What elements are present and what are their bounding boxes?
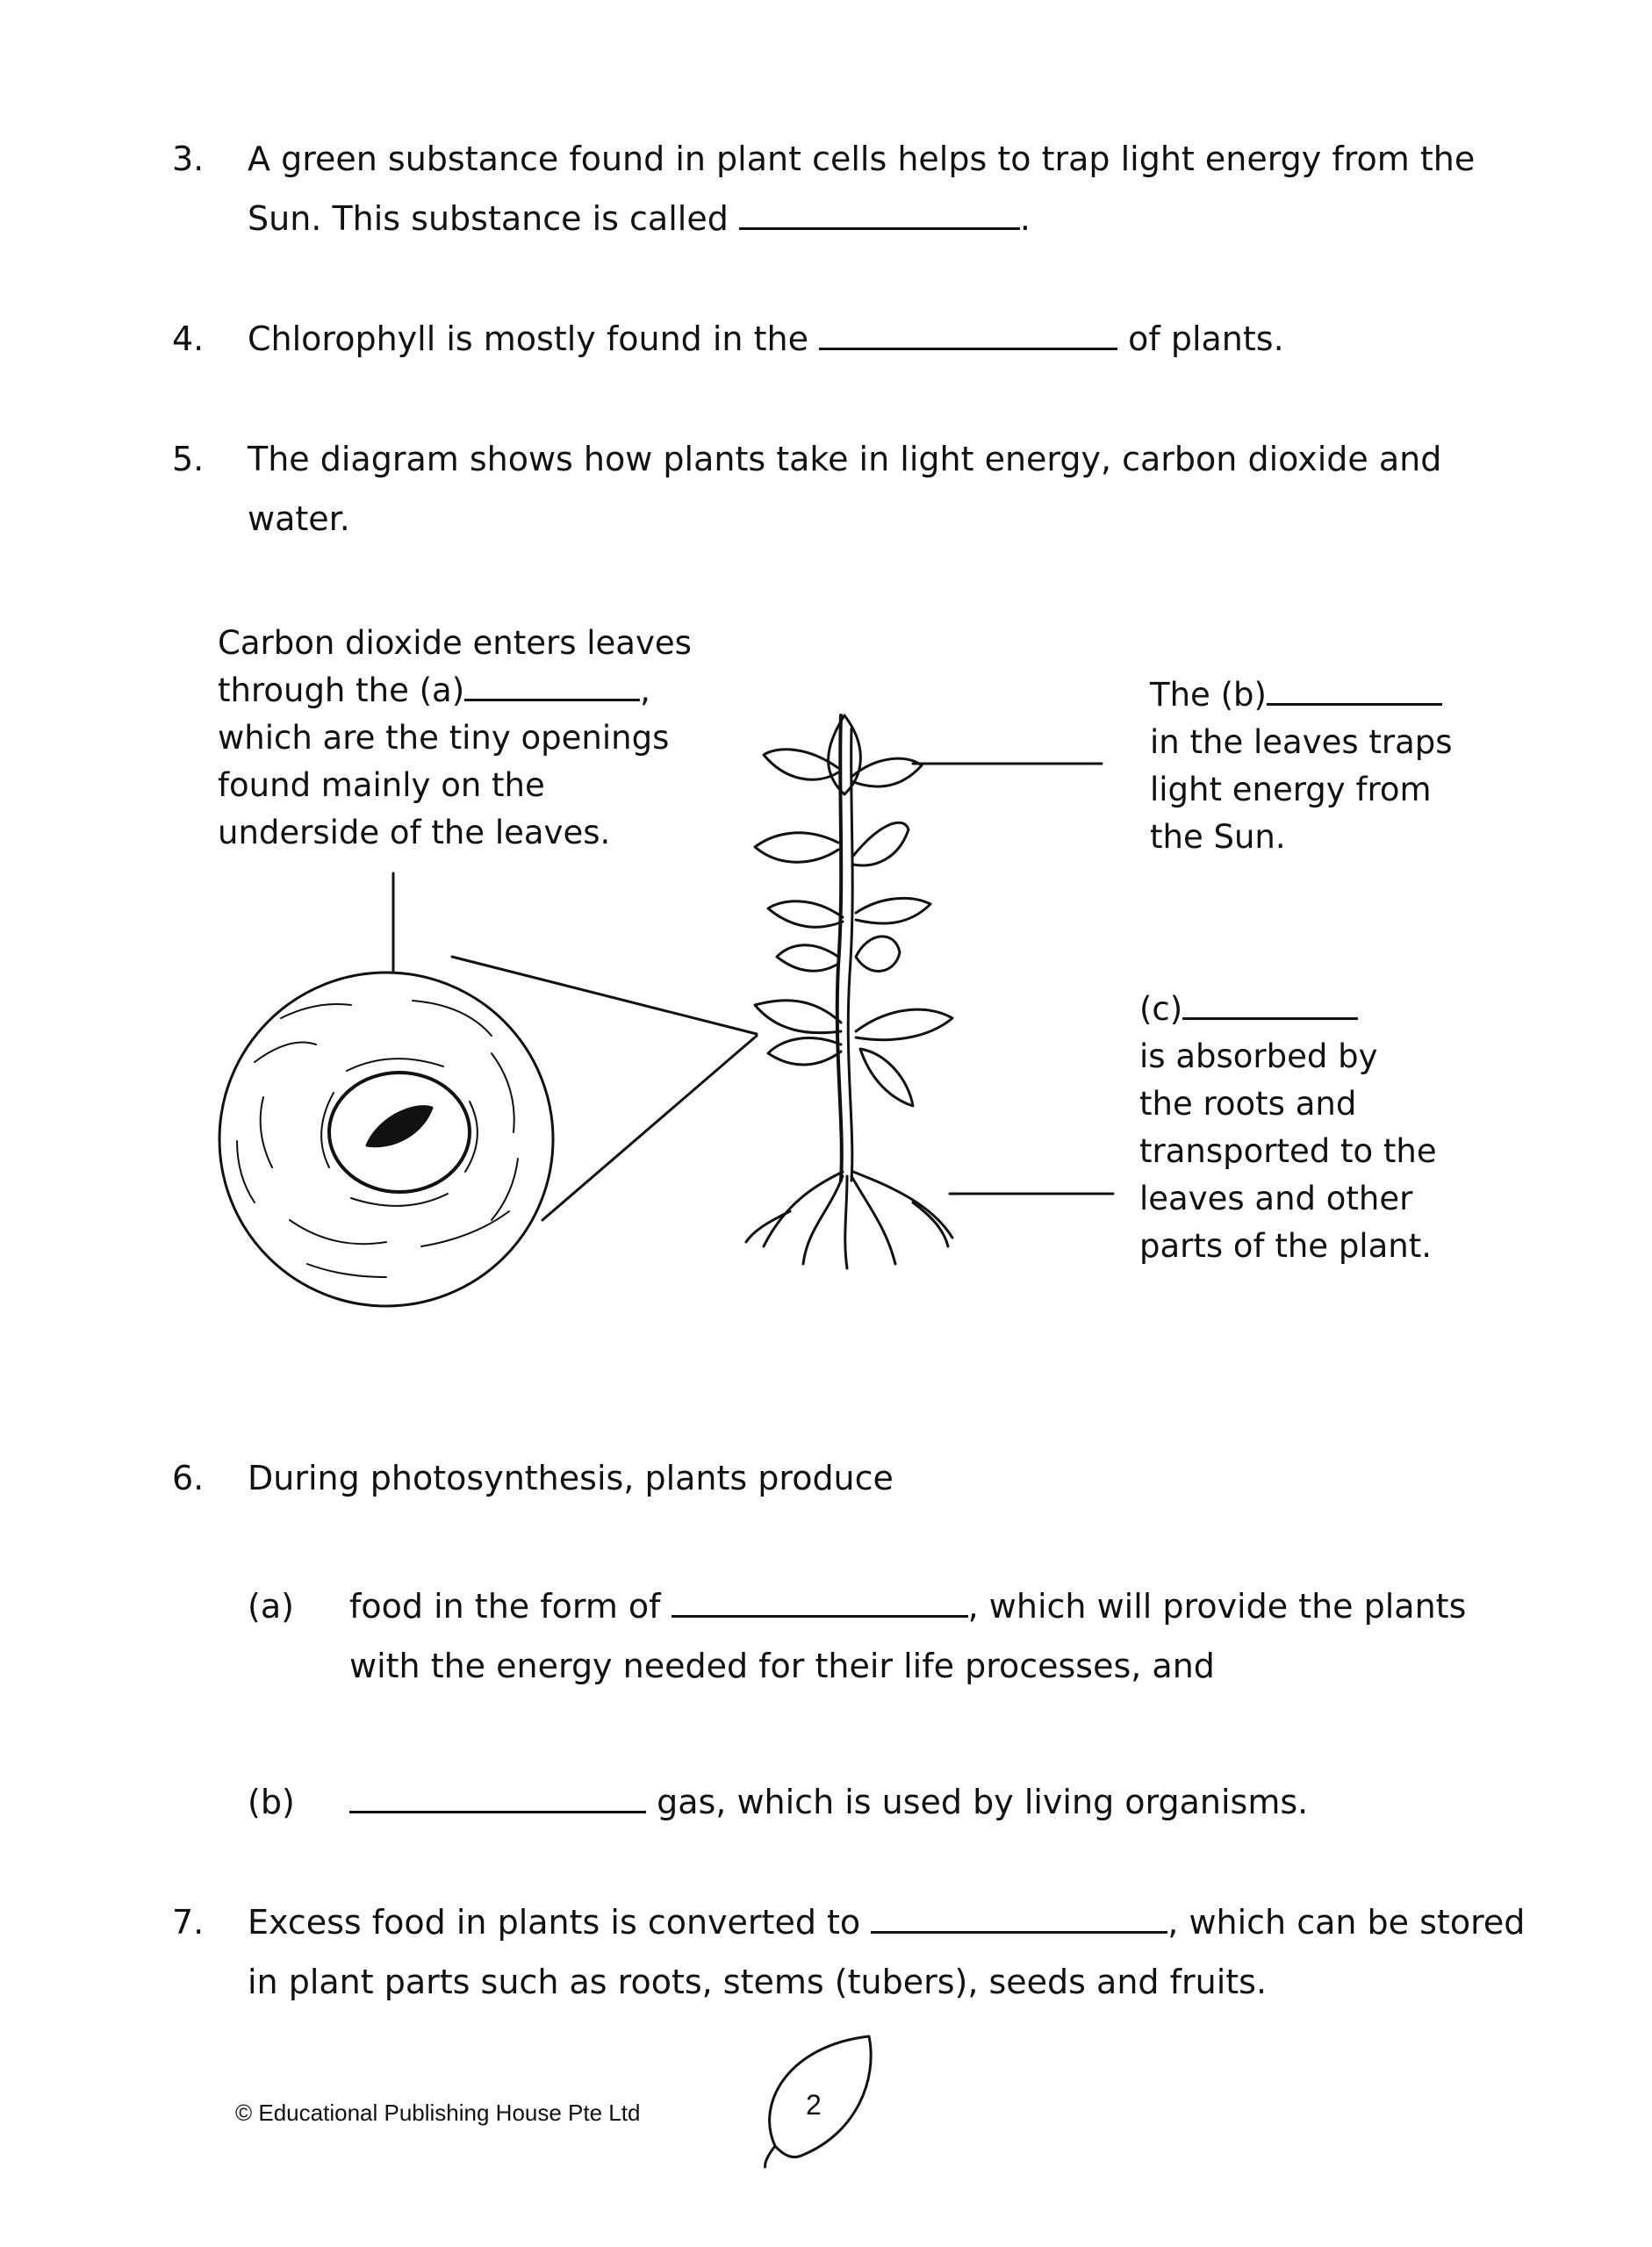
- callout-c-line-1: [1139, 986, 1437, 1033]
- question-3-end: .: [1019, 199, 1031, 238]
- question-6a-end: , which will provide the plants: [967, 1587, 1467, 1626]
- callout-a-line-4: found mainly on the: [218, 766, 545, 804]
- answer-blank-a[interactable]: [464, 676, 640, 701]
- callout-c-label: (c): [1139, 990, 1183, 1028]
- question-6a-line-1: [349, 1576, 1466, 1636]
- callout-a-label: through the (a): [218, 671, 465, 709]
- callout-c: [1139, 986, 1437, 1270]
- answer-blank-b[interactable]: [1267, 680, 1442, 706]
- question-6a-line-2: with the energy needed for their life processes, and: [349, 1647, 1215, 1685]
- question-6b-label: (b): [248, 1783, 295, 1821]
- question-5-number: 5.: [172, 440, 205, 478]
- question-6-number: 6.: [172, 1459, 205, 1497]
- callout-a-line-5: underside of the leaves.: [218, 814, 611, 851]
- question-4-text: Chlorophyll is mostly found in the: [248, 319, 808, 358]
- page-number: 2: [806, 2089, 822, 2121]
- callout-b-line-1: [1150, 671, 1453, 719]
- callout-c-line-6: parts of the plant.: [1139, 1227, 1432, 1265]
- answer-blank-6b[interactable]: [349, 1784, 646, 1813]
- answer-blank-6a[interactable]: [672, 1589, 968, 1618]
- question-6b-line: [349, 1772, 1308, 1832]
- question-4-end: of plants.: [1128, 319, 1284, 358]
- answer-blank-q7[interactable]: [871, 1905, 1167, 1934]
- callout-b-line-3: light energy from: [1150, 771, 1432, 808]
- question-3-text: Sun. This substance is called: [248, 199, 729, 238]
- plant-roots: [764, 1172, 843, 1246]
- question-3-line-1: A green substance found in plant cells helps to trap light energy from the: [248, 140, 1476, 178]
- callout-a: [218, 620, 692, 857]
- callout-a-line-2: [218, 667, 692, 714]
- question-7-text: Excess food in plants is converted to: [248, 1903, 861, 1942]
- zoom-line-bottom: [542, 1036, 757, 1220]
- question-5-line-2: water.: [248, 499, 350, 538]
- question-7-number: 7.: [172, 1903, 205, 1942]
- question-7-line-1: [248, 1892, 1526, 1952]
- callout-b: [1150, 671, 1453, 861]
- callout-a-comma: ,: [640, 671, 650, 709]
- callout-c-line-4: transported to the: [1139, 1132, 1437, 1170]
- callout-b-line-2: in the leaves traps: [1150, 723, 1453, 761]
- footer-copyright: © Educational Publishing House Pte Ltd: [235, 2100, 641, 2126]
- callout-b-line-4: the Sun.: [1150, 818, 1286, 856]
- answer-blank-c[interactable]: [1182, 994, 1358, 1020]
- question-6b-text: gas, which is used by living organisms.: [657, 1783, 1309, 1821]
- callout-c-line-3: the roots and: [1139, 1085, 1357, 1123]
- question-6-intro: During photosynthesis, plants produce: [248, 1459, 894, 1497]
- callout-a-line-1: Carbon dioxide enters leaves: [218, 624, 692, 662]
- zoom-line-top: [452, 957, 757, 1034]
- question-3-number: 3.: [172, 140, 205, 178]
- question-5-line-1: The diagram shows how plants take in light energy, carbon dioxide and: [248, 440, 1442, 478]
- question-6a-label: (a): [248, 1587, 294, 1626]
- stoma-pore-icon: [367, 1107, 432, 1146]
- callout-c-line-5: leaves and other: [1139, 1180, 1413, 1217]
- question-6a-text: food in the form of: [349, 1587, 661, 1626]
- callout-b-label: The (b): [1150, 676, 1267, 714]
- callout-c-line-2: is absorbed by: [1139, 1037, 1378, 1075]
- question-7-end: , which can be stored: [1167, 1903, 1526, 1942]
- callout-a-line-3: which are the tiny openings: [218, 719, 670, 757]
- question-7-line-2: in plant parts such as roots, stems (tubers), seeds and fruits.: [248, 1963, 1268, 2001]
- question-4-number: 4.: [172, 319, 205, 358]
